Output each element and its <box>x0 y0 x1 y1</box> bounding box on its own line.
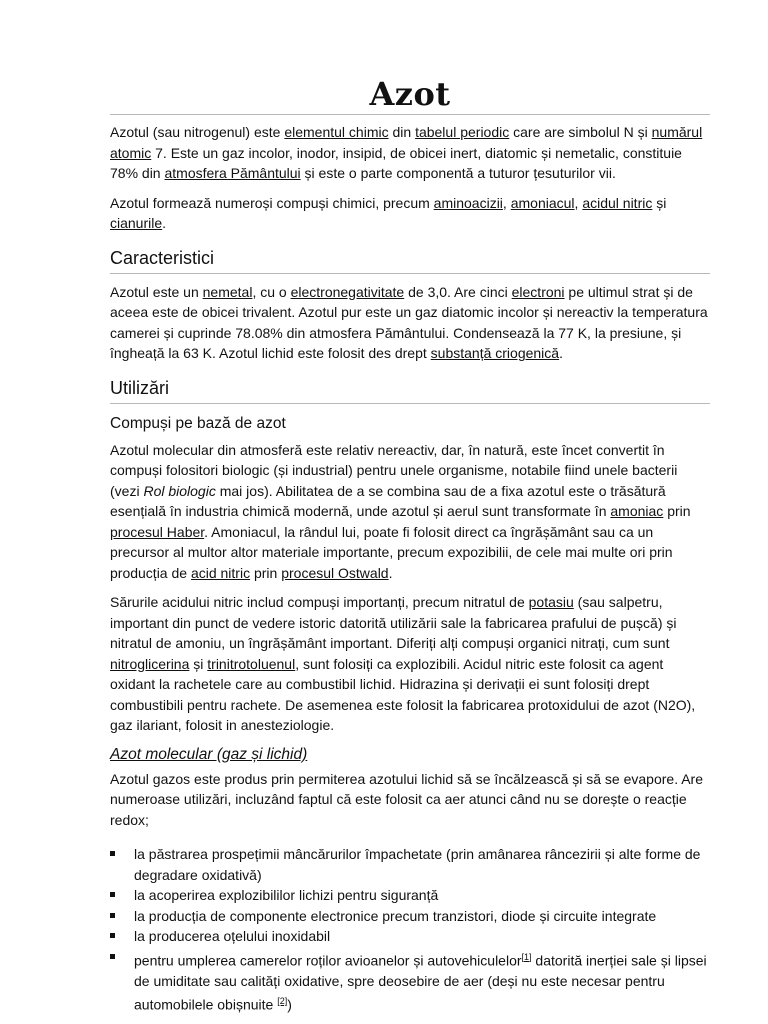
bullet-icon <box>110 913 115 918</box>
text-span: . <box>388 564 393 581</box>
list-item-text: pentru umplerea camerelor roților avioanelor și autovehiculelor <box>134 952 522 969</box>
text-span: . <box>559 345 563 361</box>
text-span: , sunt folosiți ca explozibili. Acidul nitric este folosit ca agent oxidant la rachetele care au combustibil lichid. Hidrazina și derivații ei sunt folosiți drept combustibili pentru rachete. De asemenea este folosit la fabricarea protoxidului de azot (N2O), gaz ilariant, folosit in anesteziologie. <box>110 655 696 733</box>
list-item-text: datorită inerției sale și lipsei de umiditate sau calități oxidative, spre deosebire de aer (deși nu este necesar pentru automobilele obișnuite <box>134 952 707 1013</box>
compusi-paragraph-1 <box>110 440 710 584</box>
link-trinitrotoluenul[interactable]: trinitrotoluenul <box>207 655 296 672</box>
link-potasiu[interactable]: potasiu <box>528 594 574 610</box>
emphasis-rol-biologic: Rol biologic <box>143 482 216 499</box>
list-item-text: la acoperirea explozibililor lichizi pentru siguranță <box>134 887 439 903</box>
bullet-icon <box>110 892 115 897</box>
text-span: și <box>652 194 667 211</box>
link-procesul-haber[interactable]: procesul Haber <box>110 523 205 540</box>
text-span: Azotul este un <box>110 283 203 300</box>
link-tabelul-periodic[interactable]: tabelul periodic <box>415 124 510 140</box>
text-span: (sau salpetru, important din punct de vedere istoric datorită utilizării sale la fabricarea prafului de pușcă) și nitratul de amoniu, un îngrășământ important. Diferiți alți compuși organici nitrați, cum sunt <box>110 594 677 651</box>
footnote-ref-2[interactable]: [2] <box>277 996 288 1007</box>
link-numarul-atomic[interactable]: numărul atomic <box>110 124 703 161</box>
bullet-icon <box>110 851 115 856</box>
bullet-icon <box>110 954 115 959</box>
list-item <box>110 926 710 947</box>
text-span: și <box>189 655 208 672</box>
text-span: 7. Este un gaz incolor, inodor, insipid, de obicei inert, diatomic și nemetalic, constituie 78% din <box>110 144 682 181</box>
heading-caracteristici: Caracteristici <box>110 247 215 268</box>
text-span: , <box>502 194 511 211</box>
text-span: pe ultimul strat și de aceea este de obicei trivalent. Azotul pur este un gaz diatomic incolor și nereactiv la temperatura camerei și cuprinde 78.08% din atmosfera Pământului. Condensează la 77 K, la presiune, și îngheață la 63 K. Azotul lichid este folosit des drept <box>110 283 708 361</box>
list-item <box>110 844 710 885</box>
link-substanta-criogenica[interactable]: substanță criogenică <box>430 345 560 361</box>
list-item-text: la producerea oțelului inoxidabil <box>134 928 331 944</box>
molecular-paragraph: Azotul gazos este produs prin permiterea azotului lichid să se încălzească și să se evapore. Are numeroase utilizări, incluzând faptul că este folosit ca aer atunci când nu se dorește o reacție redox; <box>110 770 703 828</box>
title-divider <box>110 114 710 115</box>
heading-utilizari: Utilizări <box>110 377 170 398</box>
link-aminoacizii[interactable]: aminoacizii <box>433 194 503 211</box>
heading-azot-molecular: Azot molecular (gaz și lichid) <box>110 745 308 763</box>
link-electronegativitate[interactable]: electronegativitate <box>290 283 405 300</box>
bullet-icon <box>110 933 115 938</box>
link-electroni[interactable]: electroni <box>511 283 565 300</box>
link-elementul-chimic[interactable]: elementul chimic <box>284 124 389 140</box>
text-span: de 3,0. Are cinci <box>404 283 512 300</box>
text-span: Sărurile acidului nitric includ compuși importanți, precum nitratul de <box>110 594 529 610</box>
link-acid-nitric[interactable]: acid nitric <box>190 564 251 581</box>
link-cianurile[interactable]: cianurile <box>110 215 163 231</box>
link-atmosfera-pamantului[interactable]: atmosfera Pământului <box>164 165 301 181</box>
text-span: Azotul formează numeroși compuși chimici, precum <box>110 194 434 211</box>
link-amoniacul[interactable]: amoniacul <box>510 194 575 211</box>
text-span: . Amoniacul, la rândul lui, poate fi folosit direct ca îngrășământ sau ca un precursor al multor altor materiale importante, precum expozibilii, de cele mai multe ori prin producția de <box>110 523 673 581</box>
compusi-paragraph-2 <box>110 592 710 736</box>
list-item <box>110 906 710 927</box>
text-span: mai jos). Abilitatea de a se combina sau de a fixa azotul este o trăsătură esențială în industria chimică modernă, unde azotul și aerul sunt transformate în <box>110 482 666 519</box>
text-span: prin <box>663 503 691 519</box>
link-nitroglicerina[interactable]: nitroglicerina <box>110 655 190 672</box>
intro-paragraph-1 <box>110 122 710 184</box>
link-procesul-ostwald[interactable]: procesul Ostwald <box>281 564 389 581</box>
list-item-text: la păstrarea prospețimii mâncărurilor împachetate (prin amânarea râncezirii și alte forme de degradare oxidativă) <box>134 846 701 883</box>
text-span: din <box>388 124 416 140</box>
text-span: și este o parte componentă a tuturor țesuturilor vii. <box>300 165 616 181</box>
text-span: prin <box>250 564 282 581</box>
section-divider <box>110 403 710 404</box>
list-item-text: la producția de componente electronice precum tranzistori, diode și circuite integrate <box>134 907 657 924</box>
uses-list <box>110 844 710 1015</box>
list-item-text: ) <box>287 996 292 1013</box>
footnote-sup <box>277 994 287 1007</box>
article-title: Azot <box>369 75 451 113</box>
text-span: care are simbolul N și <box>509 124 652 140</box>
text-span: Azotul molecular din atmosferă este relativ nereactiv, dar, în natură, este încet convertit în compuși folositori biologic (și industrial) pentru unele organisme, notabile fiind unele bacterii (vezi <box>110 441 678 499</box>
text-span: , <box>574 194 583 211</box>
intro-paragraph-2 <box>110 193 710 234</box>
footnote-sup <box>522 950 532 963</box>
link-nemetal[interactable]: nemetal <box>202 283 253 300</box>
text-span: . <box>162 215 167 231</box>
footnote-ref-1[interactable]: [1] <box>521 951 532 962</box>
text-span: Azotul (sau nitrogenul) este <box>110 124 285 140</box>
list-item <box>110 947 710 1016</box>
text-span: , cu o <box>252 283 291 300</box>
link-amoniac[interactable]: amoniac <box>610 503 664 519</box>
heading-compusi-azot: Compuși pe bază de azot <box>110 414 286 432</box>
list-item <box>110 885 710 906</box>
section-divider <box>110 273 710 274</box>
link-acidul-nitric[interactable]: acidul nitric <box>582 194 653 211</box>
caracteristici-paragraph <box>110 282 710 364</box>
